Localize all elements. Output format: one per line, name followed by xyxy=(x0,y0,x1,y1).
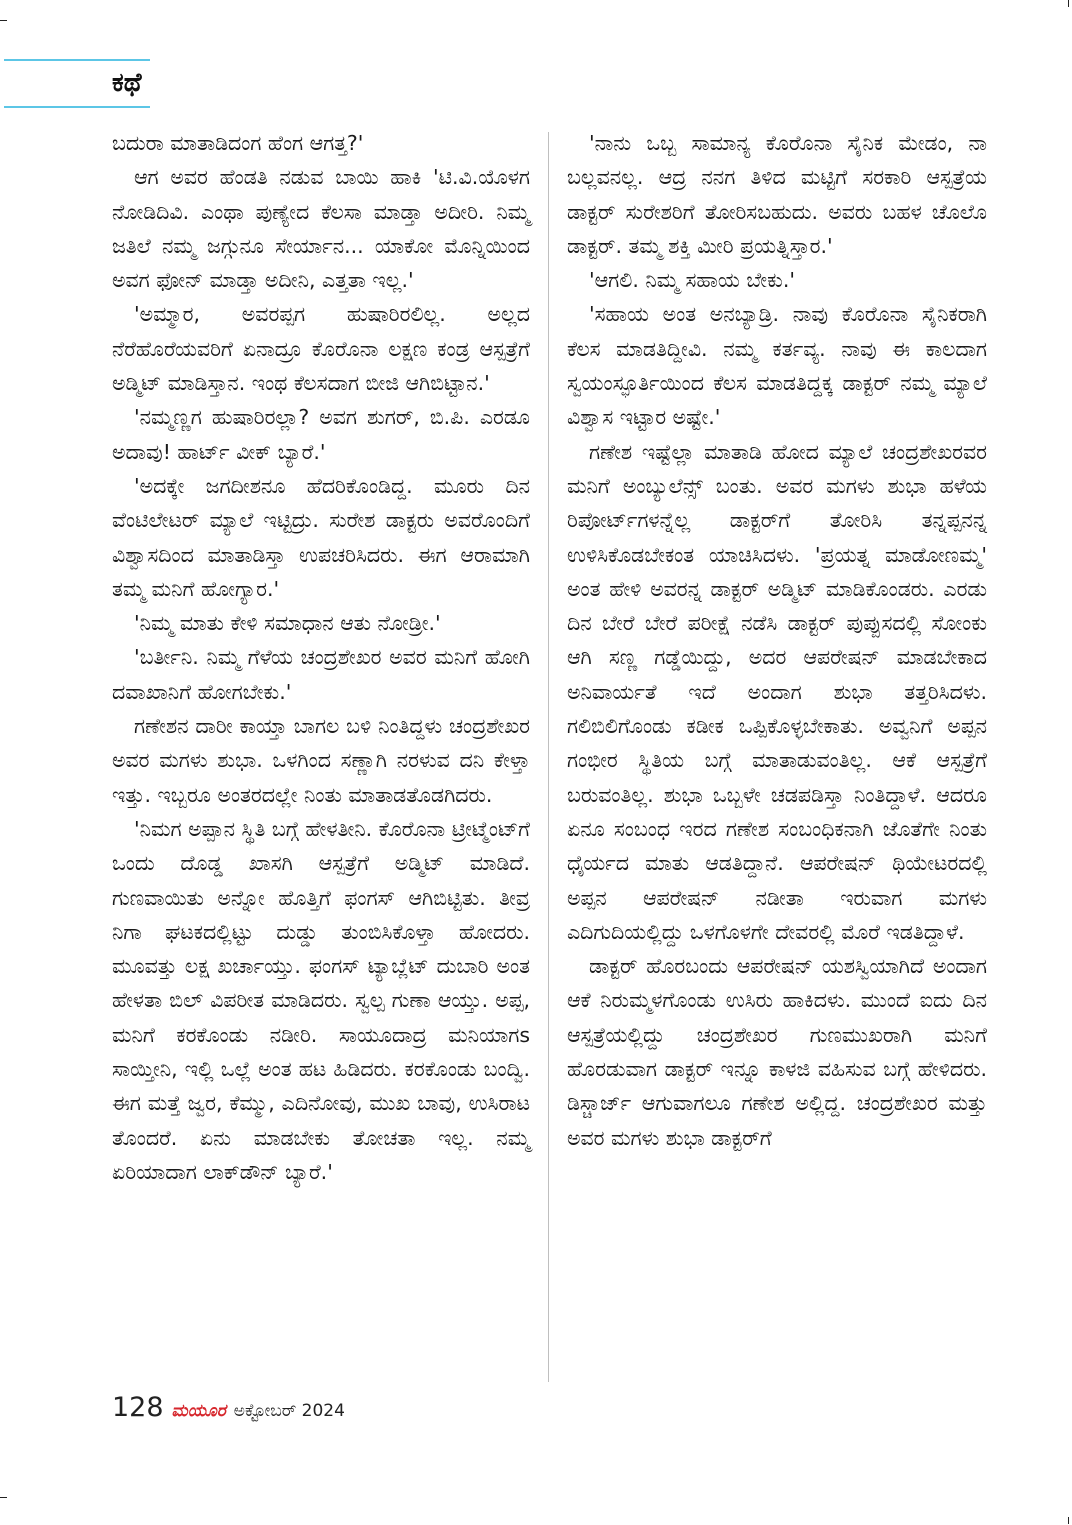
paragraph: 'ಬರ್ತೀನಿ. ನಿಮ್ಮ ಗೆಳೆಯ ಚಂದ್ರಶೇಖರ ಅವರ ಮನಿಗೆ ಹೋಗಿ ದವಾಖಾನಿಗೆ ಹೋಗಬೇಕು.' xyxy=(112,645,530,704)
crop-mark-top-right xyxy=(1068,0,1069,7)
page-footer xyxy=(112,1392,345,1423)
page-number: 128 xyxy=(112,1392,164,1423)
magazine-logo: ಮಯೂರ xyxy=(171,1401,226,1421)
crop-mark-bottom-right xyxy=(1068,1517,1069,1524)
paragraph: 'ಅಮ್ಮಾರ, ಅವರಪ್ಪಗ ಹುಷಾರಿರಲಿಲ್ಲ. ಅಲ್ಲದ ನೆರೆಹೊರೆಯವರಿಗೆ ಏನಾದ್ರೂ ಕೊರೊನಾ ಲಕ್ಷಣ ಕಂಡ್ರ ಆಸ್ಪತ್ರೆಗೆ ಅಡ್ಮಿಟ್ ಮಾಡಿಸ್ತಾನ. ಇಂಥ ಕೆಲಸದಾಗ ಬೀಜಿ ಆಗಿಬಿಟ್ಟಾನ.' xyxy=(112,302,530,396)
paragraph: 'ಆಗಲಿ. ನಿಮ್ಮ ಸಹಾಯ ಬೇಕು.' xyxy=(589,268,795,293)
section-title: ಕಥೆ xyxy=(112,68,142,98)
article-column-left xyxy=(112,126,530,1189)
paragraph: ಗಣೇಶ ಇಷ್ಟೆಲ್ಲಾ ಮಾತಾಡಿ ಹೋದ ಮ್ಯಾಲೆ ಚಂದ್ರಶೇಖರವರ ಮನಿಗೆ ಅಂಬ್ಯುಲೆನ್ಸ್ ಬಂತು. ಅವರ ಮಗಳು ಶುಭಾ ಹಳೆಯ ರಿಪೋರ್ಟ್‌ಗಳನ್ನೆಲ್ಲ ಡಾಕ್ಟರ್‌ಗೆ ತೋರಿಸಿ ತನ್ನಪ್ಪನನ್ನ ಉಳಿಸಿಕೊಡಬೇಕಂತ ಯಾಚಿಸಿದಳು. 'ಪ್ರಯತ್ನ ಮಾಡೋಣಮ್ಮ' ಅಂತ ಹೇಳಿ ಅವರನ್ನ ಡಾಕ್ಟರ್ ಅಡ್ಮಿಟ್ ಮಾಡಿಕೊಂಡರು. ಎರಡು ದಿನ ಬೇರೆ ಬೇರೆ ಪರೀಕ್ಷೆ ನಡೆಸಿ ಡಾಕ್ಟರ್ ಪುಪ್ಪುಸದಲ್ಲಿ ಸೋಂಕು ಆಗಿ ಸಣ್ಣ ಗಡ್ಡೆಯಿದ್ದು, ಅದರ ಆಪರೇಷನ್ ಮಾಡಬೇಕಾದ ಅನಿವಾರ್ಯತೆ ಇದೆ ಅಂದಾಗ ಶುಭಾ ತತ್ತರಿಸಿದಳು. ಗಲಿಬಿಲಿಗೊಂಡು ಕಡೀಕ ಒಪ್ಪಿಕೊಳ್ಳಬೇಕಾತು. ಅವ್ವನಿಗೆ ಅಪ್ಪನ ಗಂಭೀರ ಸ್ಥಿತಿಯ ಬಗ್ಗೆ ಮಾತಾಡುವಂತಿಲ್ಲ. ಆಕೆ ಆಸ್ಪತ್ರೆಗೆ ಬರುವಂತಿಲ್ಲ. ಶುಭಾ ಒಬ್ಬಳೇ ಚಡಪಡಿಸ್ತಾ ನಿಂತಿದ್ದಾಳೆ. ಆದರೂ ಏನೂ ಸಂಬಂಧ ಇರದ ಗಣೇಶ ಸಂಬಂಧಿಕನಾಗಿ ಜೊತೆಗೇ ನಿಂತು ಧೈರ್ಯದ ಮಾತು ಆಡತಿದ್ದಾನೆ. ಆಪರೇಷನ್ ಥಿಯೇಟರದಲ್ಲಿ ಅಪ್ಪನ ಆಪರೇಷನ್ ನಡೀತಾ ಇರುವಾಗ ಮಗಳು ಎದಿಗುದಿಯಲ್ಲಿದ್ದು ಒಳಗೊಳಗೇ ದೇವರಲ್ಲಿ ಮೊರೆ ಇಡತಿದ್ದಾಳೆ. xyxy=(567,439,987,944)
paragraph: ಗಣೇಶನ ದಾರೀ ಕಾಯ್ತಾ ಬಾಗಲ ಬಳಿ ನಿಂತಿದ್ದಳು ಚಂದ್ರಶೇಖರ ಅವರ ಮಗಳು ಶುಭಾ. ಒಳಗಿಂದ ಸಣ್ಣಾಗಿ ನರಳುವ ದನಿ ಕೇಳ್ತಾ ಇತ್ತು. ಇಬ್ಬರೂ ಅಂತರದಲ್ಲೇ ನಿಂತು ಮಾತಾಡತೊಡಗಿದರು. xyxy=(112,714,530,807)
paragraph: 'ಸಹಾಯ ಅಂತ ಅನಬ್ಯಾಡ್ರಿ. ನಾವು ಕೊರೊನಾ ಸೈನಿಕರಾಗಿ ಕೆಲಸ ಮಾಡತಿದ್ದೀವಿ. ನಮ್ಮ ಕರ್ತವ್ಯ. ನಾವು ಈ ಕಾಲದಾಗ ಸ್ವಯಂಸ್ಫೂರ್ತಿಯಿಂದ ಕೆಲಸ ಮಾಡತಿದ್ದಕ್ಕ ಡಾಕ್ಟರ್ ನಮ್ಮ ಮ್ಯಾಲೆ ವಿಶ್ವಾಸ ಇಟ್ಟಾರ ಅಷ್ಟೇ.' xyxy=(567,302,987,430)
paragraph: 'ನಮ್ಮಣ್ಣಗ ಹುಷಾರಿರಲ್ಲಾ? ಅವಗ ಶುಗರ್, ಬಿ.ಪಿ. ಎರಡೂ ಅದಾವು! ಹಾರ್ಟ್ ವೀಕ್ ಬ್ಯಾರೆ.' xyxy=(112,405,530,464)
section-rule-bottom xyxy=(4,106,150,108)
paragraph: ಬದುರಾ ಮಾತಾಡಿದಂಗ ಹೆಂಗ ಆಗತ್ತ?' xyxy=(112,131,364,155)
paragraph: ಆಗ ಅವರ ಹೆಂಡತಿ ನಡುವ ಬಾಯಿ ಹಾಕಿ 'ಟಿ.ವಿ.ಯೊಳಗ ನೋಡಿದಿವಿ. ಎಂಥಾ ಪುಣ್ಯೇದ ಕೆಲಸಾ ಮಾಡ್ತಾ ಅದೀರಿ. ನಿಮ್ಮ ಜತಿಲೆ ನಮ್ಮ ಜಗ್ಗುನೂ ಸೇರ್ಯಾನ... ಯಾಕೋ ಮೊನ್ನಿಯಿಂದ ಅವಗ ಫೋನ್ ಮಾಡ್ತಾ ಅದೀನಿ, ಎತ್ತತಾ ಇಲ್ಲ.' xyxy=(112,165,530,293)
crop-mark-top-left xyxy=(0,20,7,21)
column-divider xyxy=(548,132,549,1382)
section-rule-top xyxy=(4,59,150,61)
paragraph: 'ನಾನು ಒಬ್ಬ ಸಾಮಾನ್ಯ ಕೊರೊನಾ ಸೈನಿಕ ಮೇಡಂ, ನಾ ಬಲ್ಲವನಲ್ಲ. ಆದ್ರ ನನಗ ತಿಳಿದ ಮಟ್ಟಿಗೆ ಸರಕಾರಿ ಆಸ್ಪತ್ರೆಯ ಡಾಕ್ಟರ್ ಸುರೇಶರಿಗೆ ತೋರಿಸಬಹುದು. ಅವರು ಬಹಳ ಚೊಲೊ ಡಾಕ್ಟರ್. ತಮ್ಮ ಶಕ್ತಿ ಮೀರಿ ಪ್ರಯತ್ನಿಸ್ತಾರ.' xyxy=(567,131,987,258)
paragraph: 'ಅದಕ್ಕೇ ಜಗದೀಶನೂ ಹೆದರಿಕೊಂಡಿದ್ದ. ಮೂರು ದಿನ ವೆಂಟಿಲೇಟರ್ ಮ್ಯಾಲೆ ಇಟ್ಟಿದ್ರು. ಸುರೇಶ ಡಾಕ್ಟರು ಅವರೊಂದಿಗೆ ವಿಶ್ವಾಸದಿಂದ ಮಾತಾಡಿಸ್ತಾ ಉಪಚರಿಸಿದರು. ಈಗ ಆರಾಮಾಗಿ ತಮ್ಮ ಮನಿಗೆ ಹೋಗ್ಯಾರ.' xyxy=(112,473,530,601)
paragraph: ಡಾಕ್ಟರ್ ಹೊರಬಂದು ಆಪರೇಷನ್ ಯಶಸ್ವಿಯಾಗಿದೆ ಅಂದಾಗ ಆಕೆ ನಿರುಮ್ಮಳಗೊಂಡು ಉಸಿರು ಹಾಕಿದಳು. ಮುಂದೆ ಐದು ದಿನ ಆಸ್ಪತ್ರೆಯಲ್ಲಿದ್ದು ಚಂದ್ರಶೇಖರ ಗುಣಮುಖರಾಗಿ ಮನಿಗೆ ಹೊರಡುವಾಗ ಡಾಕ್ಟರ್ ಇನ್ನೂ ಕಾಳಜಿ ವಹಿಸುವ ಬಗ್ಗೆ ಹೇಳಿದರು. ಡಿಸ್ಚಾರ್ಜ್ ಆಗುವಾಗಲೂ ಗಣೇಶ ಅಲ್ಲಿದ್ದ. ಚಂದ್ರಶೇಖರ ಮತ್ತು ಅವರ ಮಗಳು ಶುಭಾ ಡಾಕ್ಟರ್‌ಗೆ xyxy=(567,954,987,1150)
paragraph: 'ನಿಮಗ ಅಪ್ಪಾನ ಸ್ಥಿತಿ ಬಗ್ಗೆ ಹೇಳತೀನಿ. ಕೊರೊನಾ ಟ್ರೀಟ್ಮೆಂಟ್‌ಗೆ ಒಂದು ದೊಡ್ಡ ಖಾಸಗಿ ಆಸ್ಪತ್ರೆಗೆ ಅಡ್ಮಿಟ್ ಮಾಡಿದೆ. ಗುಣವಾಯಿತು ಅನ್ನೋ ಹೊತ್ತಿಗೆ ಫಂಗಸ್ ಆಗಿಬಿಟ್ಟಿತು. ತೀವ್ರ ನಿಗಾ ಘಟಕದಲ್ಲಿಟ್ಟು ದುಡ್ಡು ತುಂಬಿಸಿಕೊಳ್ತಾ ಹೋದರು. ಮೂವತ್ತು ಲಕ್ಷ ಖರ್ಚಾಯ್ತು. ಫಂಗಸ್ ಟ್ಯಾಬ್ಲೆಟ್ ದುಬಾರಿ ಅಂತ ಹೇಳತಾ ಬಿಲ್ ವಿಪರೀತ ಮಾಡಿದರು. ಸ್ವಲ್ಪ ಗುಣಾ ಆಯ್ತು. ಅಪ್ಪ, ಮನಿಗೆ ಕರಕೊಂಡು ನಡೀರಿ. ಸಾಯೂದಾದ್ರ ಮನಿಯಾಗs ಸಾಯ್ತೀನಿ, ಇಲ್ಲಿ ಒಲ್ಲೆ ಅಂತ ಹಟ ಹಿಡಿದರು. ಕರಕೊಂಡು ಬಂದ್ವಿ. ಈಗ ಮತ್ತೆ ಜ್ವರ, ಕೆಮ್ಮು, ಎದಿನೋವು, ಮುಖ ಬಾವು, ಉಸಿರಾಟ ತೊಂದರೆ. ಏನು ಮಾಡಬೇಕು ತೋಚತಾ ಇಲ್ಲ. ನಮ್ಮ ಏರಿಯಾದಾಗ ಲಾಕ್‌ಡೌನ್ ಬ್ಯಾರೆ.' xyxy=(112,816,530,1184)
crop-mark-bottom-left xyxy=(0,1497,7,1498)
article-column-right xyxy=(567,126,987,1155)
issue-date: ಅಕ್ಟೋಬರ್ 2024 xyxy=(233,1401,345,1421)
paragraph: 'ನಿಮ್ಮ ಮಾತು ಕೇಳಿ ಸಮಾಧಾನ ಆತು ನೋಡ್ರೀ.' xyxy=(134,611,441,636)
